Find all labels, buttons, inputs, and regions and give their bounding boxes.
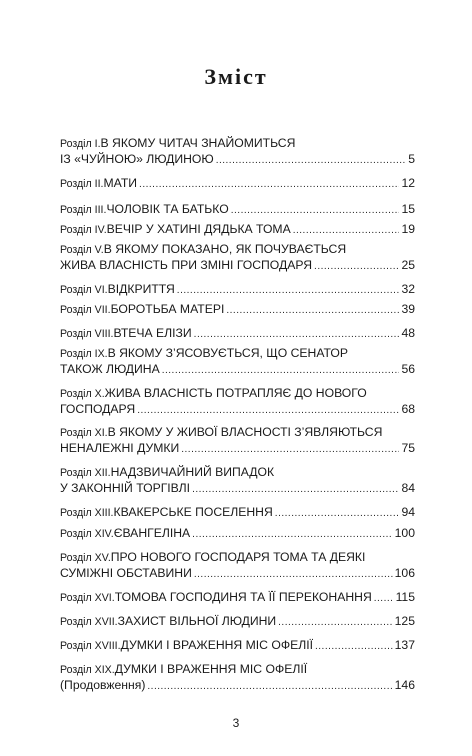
chapter-page-number: 12 <box>401 176 415 190</box>
chapter-title-continued: ІЗ «ЧУЙНОЮ» ЛЮДИНОЮ <box>60 151 214 166</box>
chapter-title: ВЕЧІР У ХАТИНІ ДЯДЬКА ТОМА <box>106 222 291 236</box>
toc-entry[interactable] <box>60 614 415 631</box>
toc-entry[interactable] <box>60 136 415 168</box>
chapter-title-continued: ЖИВА ВЛАСНІСТЬ ПРИ ЗМІНІ ГОСПОДАРЯ <box>60 257 313 272</box>
dot-leader <box>194 568 393 583</box>
chapter-title: ЗАХИСТ ВІЛЬНОЇ ЛЮДИНИ <box>117 614 277 628</box>
chapter-page-number: 94 <box>401 505 415 519</box>
toc-entry[interactable] <box>60 176 415 193</box>
toc-entry[interactable] <box>60 242 415 274</box>
toc-entry[interactable] <box>60 326 415 343</box>
chapter-title: ТОМОВА ГОСПОДИНЯ ТА ЇЇ ПЕРЕКОНАННЯ <box>114 590 372 604</box>
chapter-page-number: 48 <box>401 326 415 340</box>
chapter-title: МАТИ <box>103 176 138 190</box>
toc-entry[interactable] <box>60 346 415 378</box>
toc-entry[interactable] <box>60 465 415 497</box>
dot-leader <box>216 154 407 169</box>
toc-entry[interactable] <box>60 222 415 239</box>
chapter-title: НАДЗВИЧАЙНИЙ ВИПАДОК <box>110 465 275 479</box>
chapter-title-continued: ГОСПОДАРЯ <box>60 401 136 416</box>
toc-entry[interactable] <box>60 202 415 219</box>
dot-leader <box>192 528 392 543</box>
dot-leader <box>293 224 400 239</box>
chapter-prefix: Розділ XVI. <box>60 592 115 604</box>
toc-entry[interactable] <box>60 550 415 582</box>
chapter-prefix: Розділ V. <box>60 244 104 256</box>
chapter-prefix: Розділ III. <box>60 204 107 216</box>
dot-leader <box>192 483 399 498</box>
dot-leader <box>162 364 400 379</box>
chapter-prefix: Розділ VI. <box>60 284 108 296</box>
chapter-title-continued: У ЗАКОННІЙ ТОРГІВЛІ <box>60 480 191 495</box>
chapter-page-number: 5 <box>408 151 415 166</box>
dot-leader <box>147 680 392 695</box>
toc-entry[interactable] <box>60 638 415 655</box>
chapter-page-number: 32 <box>401 282 415 296</box>
chapter-prefix: Розділ XVII. <box>60 616 118 628</box>
chapter-title: ДУМКИ І ВРАЖЕННЯ МІС ОФЕЛІЇ <box>114 662 308 676</box>
chapter-prefix: Розділ VIII. <box>60 328 114 340</box>
dot-leader <box>231 204 400 219</box>
chapter-page-number: 39 <box>401 302 415 316</box>
dot-leader <box>374 592 394 607</box>
chapter-prefix: Розділ XII. <box>60 467 111 479</box>
chapter-page-number: 100 <box>394 526 415 540</box>
chapter-prefix: Розділ XV. <box>60 552 111 564</box>
dot-leader <box>314 260 399 275</box>
toc-entry[interactable] <box>60 662 415 694</box>
chapter-page-number: 68 <box>401 401 415 416</box>
dot-leader <box>181 443 399 458</box>
chapter-title: ВІДКРИТТЯ <box>107 282 175 296</box>
chapter-page-number: 125 <box>394 614 415 628</box>
chapter-prefix: Розділ VII. <box>60 304 111 316</box>
chapter-title: БОРОТЬБА МАТЕРІ <box>110 302 225 316</box>
chapter-title: ЧОЛОВІК ТА БАТЬКО <box>106 202 229 216</box>
toc-entry[interactable] <box>60 282 415 299</box>
chapter-prefix: Розділ XIII. <box>60 507 114 519</box>
chapter-prefix: Розділ I. <box>60 138 101 150</box>
toc-entry[interactable] <box>60 526 415 543</box>
chapter-page-number: 84 <box>401 480 415 495</box>
chapter-prefix: Розділ IV. <box>60 224 107 236</box>
chapter-title: ЖИВА ВЛАСНІСТЬ ПОТРАПЛЯЄ ДО НОВОГО <box>104 386 367 400</box>
chapter-page-number: 106 <box>394 565 415 580</box>
chapter-title: ДУМКИ І ВРАЖЕННЯ МІС ОФЕЛІЇ <box>120 638 313 652</box>
chapter-title-continued: ТАКОЖ ЛЮДИНА <box>60 361 160 376</box>
chapter-prefix: Розділ XI. <box>60 427 108 439</box>
chapter-title: В ЯКОМУ У ЖИВОЇ ВЛАСНОСТІ З’ЯВЛЯЮТЬСЯ <box>107 425 383 439</box>
chapter-title: В ЯКОМУ ЧИТАЧ ЗНАЙОМИТЬСЯ <box>100 136 296 150</box>
dot-leader <box>139 178 399 193</box>
chapter-prefix: Розділ IX. <box>60 348 108 360</box>
chapter-page-number: 56 <box>401 361 415 376</box>
chapter-page-number: 15 <box>401 202 415 216</box>
chapter-title: ЄВАНГЕЛІНА <box>113 526 191 540</box>
toc-entry[interactable] <box>60 590 415 607</box>
dot-leader <box>278 616 393 631</box>
chapter-prefix: Розділ XIX. <box>60 664 115 676</box>
chapter-title-continued: НЕНАЛЕЖНІ ДУМКИ <box>60 440 180 455</box>
page-number: 3 <box>232 716 240 730</box>
chapter-page-number: 137 <box>394 638 415 652</box>
toc-entry[interactable] <box>60 425 415 457</box>
chapter-prefix: Розділ XIV. <box>60 528 114 540</box>
chapter-page-number: 146 <box>394 677 415 692</box>
toc-entry[interactable] <box>60 302 415 319</box>
chapter-title: В ЯКОМУ ПОКАЗАНО, ЯК ПОЧУВАЄТЬСЯ <box>103 242 347 256</box>
chapter-prefix: Розділ XVIII. <box>60 640 121 652</box>
chapter-title: КВАКЕРСЬКЕ ПОСЕЛЕННЯ <box>113 505 273 519</box>
toc-entry[interactable] <box>60 505 415 522</box>
dot-leader <box>177 284 400 299</box>
chapter-title: В ЯКОМУ З’ЯСОВУЄТЬСЯ, ЩО СЕНАТОР <box>107 346 349 360</box>
chapter-prefix: Розділ X. <box>60 388 105 400</box>
chapter-title-continued: (Продовження) <box>60 677 146 692</box>
chapter-page-number: 115 <box>395 590 415 604</box>
chapter-title: ВТЕЧА ЕЛІЗИ <box>113 326 192 340</box>
dot-leader <box>137 404 399 419</box>
chapter-page-number: 75 <box>401 440 415 455</box>
dot-leader <box>315 640 393 655</box>
chapter-title-continued: СУМІЖНІ ОБСТАВИНИ <box>60 565 192 580</box>
page-title: Зміст <box>204 64 268 89</box>
chapter-page-number: 19 <box>401 222 415 236</box>
chapter-prefix: Розділ II. <box>60 178 104 190</box>
dot-leader <box>275 507 400 522</box>
chapter-page-number: 25 <box>401 257 415 272</box>
dot-leader <box>226 304 399 319</box>
dot-leader <box>194 328 400 343</box>
toc-entry[interactable] <box>60 386 415 418</box>
chapter-title: ПРО НОВОГО ГОСПОДАРЯ ТОМА ТА ДЕЯКІ <box>110 550 366 564</box>
